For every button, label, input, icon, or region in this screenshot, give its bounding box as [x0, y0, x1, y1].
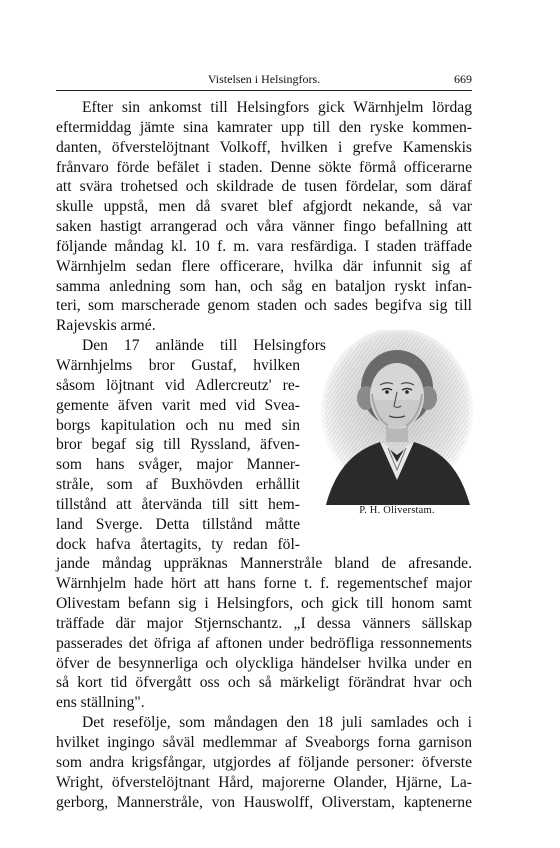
- portrait-illustration: [318, 330, 476, 522]
- text-line: Den 17 anlände till Helsingfors: [82, 337, 326, 355]
- text-line: jande måndag uppräknas Mannerstråle bland de afresande.: [56, 555, 472, 573]
- page-number: 669: [454, 72, 472, 86]
- running-header: [56, 72, 472, 88]
- text-line: Wärnhjelm hade hört att hans forne t. f. regementschef major: [56, 575, 472, 593]
- header-rule: [56, 90, 472, 91]
- text-line: land Sverge. Detta tillstånd måtte: [56, 515, 300, 533]
- text-line: att svära trohetsed och skildrade de tusen fördelar, som däraf: [56, 178, 472, 196]
- text-line: som hans svåger, major Manner-: [56, 456, 300, 474]
- text-line: frånvaro förde befälet i staden. Denne sökte förmå officerarne: [56, 158, 472, 176]
- text-line: följande måndag kl. 10 f. m. vara resfärdiga. I staden träffade: [56, 237, 472, 255]
- text-line: så kort tid öfvergått oss och så märkeligt förändrat hvar och: [56, 674, 472, 692]
- text-line: bror begaf sig till Ryssland, äfven-: [56, 436, 300, 454]
- text-line: gerborg, Mannerstråle, von Hauswolff, Oliverstam, kaptenerne: [56, 793, 472, 811]
- text-line: Wright, öfverstelöjtnant Hård, majorerne Olander, Hjärne, La-: [56, 773, 472, 791]
- text-line: stråle, som af Buxhövden erhållit: [56, 476, 300, 494]
- text-line: borgs kapitulation och nu med sin: [56, 416, 300, 434]
- text-line: dock hafva återtagits, ty redan föl-: [56, 535, 300, 553]
- text-line: öfver de besynnerliga och olyckliga händelser hvilka under en: [56, 654, 472, 672]
- text-line: Rajevskis armé.: [56, 317, 156, 335]
- portrait-engraving: [318, 330, 476, 505]
- text-line: gemente äfven varit med vid Svea-: [56, 396, 300, 414]
- text-line: Efter sin ankomst till Helsingfors gick Wärnhjelm lördag: [82, 99, 472, 116]
- text-line: samma anledning som han, och såg en bataljon ryskt infan-: [56, 277, 472, 295]
- text-line: såsom löjtnant vid Adlercreutz' re-: [56, 376, 300, 394]
- paragraph-arrival: [56, 98, 472, 336]
- text-line: skulle uppstå, men då svaret blef afgjordt nekande, så var: [56, 198, 472, 216]
- text-line: som andra krigsfångar, utgjordes af följande personer: öfverste: [56, 753, 472, 771]
- paragraph-departure: [56, 554, 472, 812]
- text-line: träffade där major Stjernschantz. „I dessa vänners sällskap: [56, 614, 472, 632]
- text-line: Wärnhjelm sedan flere officerare, hvilka där infunnit sig af: [56, 257, 472, 275]
- text-line: eftermiddag jämte sina kamrater upp till den ryske kommen-: [56, 118, 472, 136]
- text-line: passerades det öfriga af aftonen under bedröfliga ressonnements: [56, 634, 472, 652]
- text-line: saken hastigt arrangerad och våra vänner fingo befallning att: [56, 218, 472, 236]
- text-line: ens ställning".: [56, 694, 145, 712]
- text-line: teri, som marscherade genom staden och sades begifva sig till: [56, 297, 472, 315]
- running-title: Vistelsen i Helsingfors.: [207, 72, 321, 86]
- text-line: Wärnhjelms bror Gustaf, hvilken: [56, 356, 300, 374]
- text-line: tillstånd att återvända till sitt hem-: [56, 495, 300, 513]
- text-line: Det resefölje, som måndagen den 18 juli samlades och i: [82, 714, 472, 732]
- text-line: Olivestam befann sig i Helsingfors, och gick till honom samt: [56, 595, 472, 613]
- text-line: hvilket ingingo såväl medlemmar af Sveaborgs forna garnison: [56, 734, 472, 751]
- text-line: danten, öfverstelöjtnant Volkoff, hvilken i grefve Kamenskis: [56, 138, 472, 156]
- portrait-caption: P. H. Oliverstam.: [359, 505, 435, 516]
